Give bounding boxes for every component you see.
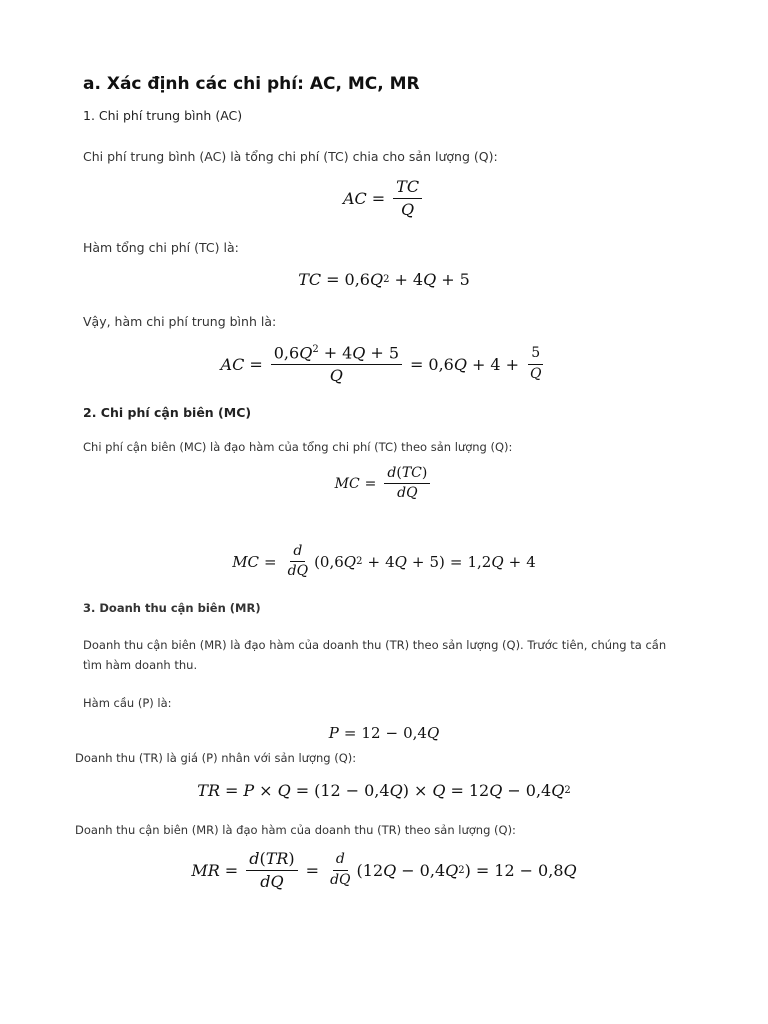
equation-mc-definition: MC = $\frac{d(TC)}{dQ}$ bbox=[0, 466, 768, 502]
equation-mr: MR = $\frac{d(TR)}{dQ}$ = $\frac{d}{dQ}$ (12 Q − 0,4 Q 2 ) = 12 − 0,8 Q bbox=[191, 849, 577, 891]
equation-tr: TR = P × Q = (12 − 0,4 Q ) × Q = 12 Q − 0,4 Q 2 bbox=[197, 781, 571, 800]
mr-intro-line1: Doanh thu cận biên (MR) là đạo hàm của doanh thu (TR) theo sản lượng (Q). Trước tiên, chúng ta cần bbox=[83, 638, 667, 652]
heading-mc: 2. Chi phí cận biên (MC) bbox=[83, 405, 252, 420]
mr-label-text: Doanh thu cận biên (MR) là đạo hàm của doanh thu (TR) theo sản lượng (Q): bbox=[75, 823, 516, 837]
equation-ac-full: AC = $\frac{0,6Q^2 + 4Q + 5}{Q}$ = 0,6 Q + 4 + $\frac{5}{Q}$ bbox=[220, 343, 542, 385]
demand-label-text: Hàm cầu (P) là: bbox=[83, 696, 172, 710]
equation-ac-definition: AC = $\frac{TC}{Q}$ bbox=[0, 178, 768, 218]
ac-result-label-text: Vậy, hàm chi phí trung bình là: bbox=[83, 314, 277, 329]
heading-ac: 1. Chi phí trung bình (AC) bbox=[83, 108, 243, 123]
mr-intro-line2: tìm hàm doanh thu. bbox=[83, 658, 198, 672]
equation-tc: TC = 0,6 Q 2 + 4 Q + 5 bbox=[298, 270, 470, 289]
mc-intro-text: Chi phí cận biên (MC) là đạo hàm của tổng chi phí (TC) theo sản lượng (Q): bbox=[83, 440, 513, 454]
equation-mc-full: MC = $\frac{d}{dQ}$ (0,6 Q 2 + 4 Q + 5) = 1,2 Q + 4 bbox=[232, 543, 536, 580]
tc-label-text: Hàm tổng chi phí (TC) là: bbox=[83, 240, 239, 255]
tr-label-text: Doanh thu (TR) là giá (P) nhân với sản lượng (Q): bbox=[75, 751, 357, 765]
heading-mr: 3. Doanh thu cận biên (MR) bbox=[83, 601, 261, 615]
section-title: a. Xác định các chi phí: AC, MC, MR bbox=[83, 74, 420, 94]
equation-demand: P = 12 − 0,4 Q bbox=[328, 724, 440, 742]
ac-intro-text: Chi phí trung bình (AC) là tổng chi phí (TC) chia cho sản lượng (Q): bbox=[83, 149, 498, 164]
